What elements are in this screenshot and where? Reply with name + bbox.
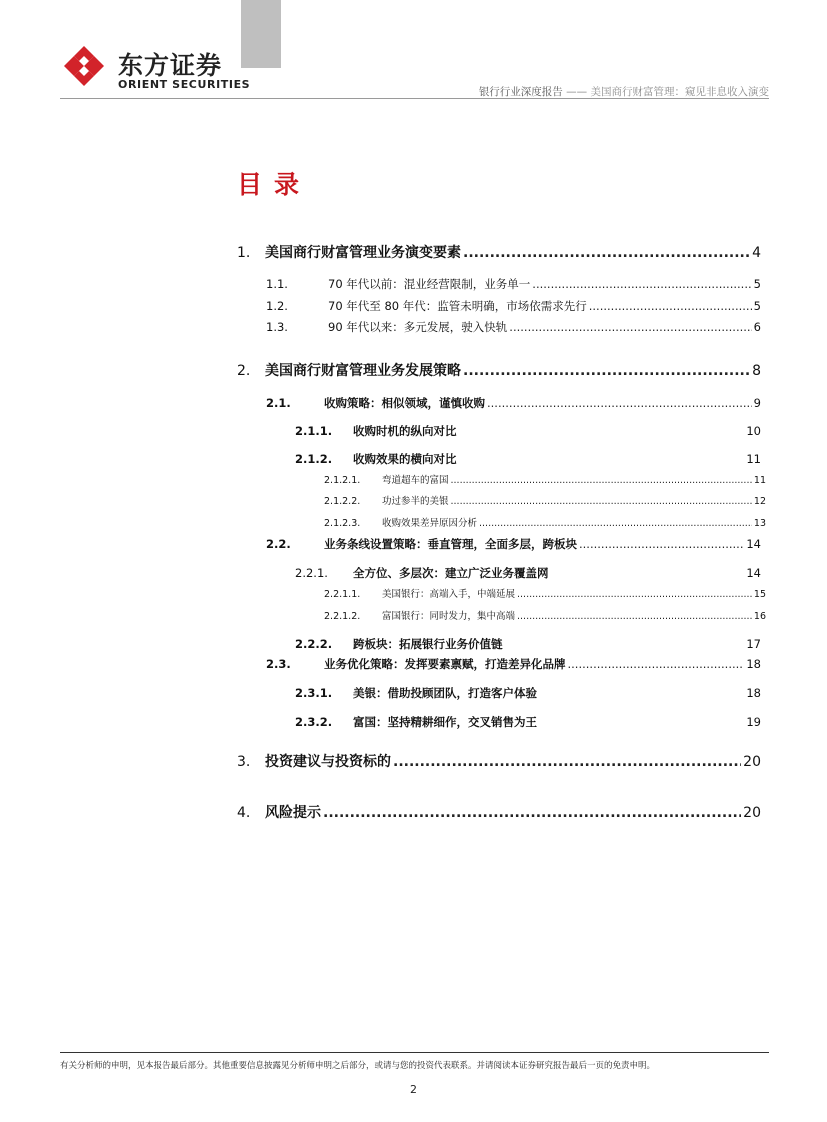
toc-entry-2-2-2[interactable]: [295, 636, 761, 652]
toc-leader-dots: [517, 611, 752, 622]
toc-entry-number: 2.3.: [266, 657, 291, 671]
toc-entry-page: 16: [753, 611, 766, 622]
toc-entry-number: 2.1.2.3.: [324, 518, 361, 529]
toc-leader-dots: [532, 277, 751, 291]
toc-entry-4[interactable]: [237, 802, 761, 822]
toc-entry-number: 2.2.2.: [295, 637, 333, 651]
toc-leader-dots: [479, 518, 752, 529]
toc-entry-text: 收购效果的横向对比: [353, 452, 457, 466]
orient-securities-logo-icon: [62, 44, 106, 88]
toc-entry-page: 19: [746, 715, 761, 729]
toc-entry-1-2[interactable]: [266, 298, 761, 314]
toc-entry-number: 2.3.1.: [295, 686, 333, 700]
toc-entry-text: 全方位、多层次：建立广泛业务覆盖网: [353, 566, 549, 580]
toc-entry-text: 弯道超车的富国: [382, 475, 449, 486]
toc-leader-dots: [451, 496, 752, 507]
toc-entry-page: 10: [746, 424, 761, 438]
toc-entry-text: 功过参半的美银: [382, 496, 449, 507]
toc-entry-page: 6: [753, 320, 761, 334]
toc-entry-2-1-2[interactable]: [295, 451, 761, 467]
toc-entry-page: 20: [743, 754, 761, 770]
toc-entry-page: 15: [753, 589, 766, 600]
toc-entry-number: 2.1.2.: [295, 452, 333, 466]
toc-leader-dots: [323, 805, 741, 821]
toc-leader-dots: [393, 754, 741, 770]
toc-entry-page: 14: [746, 537, 761, 551]
toc-entry-number: 2.: [237, 363, 251, 379]
toc-entry-page: 11: [753, 475, 766, 486]
toc-entry-number: 1.2.: [266, 299, 288, 313]
toc-entry-number: 1.3.: [266, 320, 288, 334]
toc-leader-dots: [568, 657, 745, 671]
toc-entry-text: 跨板块：拓展银行业务价值链: [353, 637, 503, 651]
company-name-en: ORIENT SECURITIES: [118, 78, 251, 91]
toc-entry-page: 9: [753, 396, 761, 410]
toc-entry-2-2-1-2[interactable]: [324, 608, 766, 622]
toc-entry-1-1[interactable]: [266, 276, 761, 292]
toc-entry-text: 70 年代以前：混业经营限制，业务单一: [328, 277, 531, 291]
toc-entry-number: 2.1.: [266, 396, 291, 410]
footer-disclaimer: 有关分析师的申明，见本报告最后部分。其他重要信息披露见分析师申明之后部分，或请与您的投资代表联系。并请阅读本证券研究报告最后一页的免责申明。: [60, 1061, 656, 1071]
toc-entry-2-3[interactable]: [266, 656, 761, 672]
toc-entry-2[interactable]: [237, 360, 761, 380]
toc-entry-number: 1.1.: [266, 277, 288, 291]
header-gray-tab: [241, 0, 281, 68]
toc-entry-text: 美国银行：高端入手，中端延展: [382, 589, 516, 600]
toc-entry-number: 3.: [237, 754, 251, 770]
toc-entry-2-2[interactable]: [266, 536, 761, 552]
company-name-cn: 东方证券: [118, 51, 223, 80]
toc-entry-page: 20: [743, 805, 761, 821]
toc-entry-text: 富国银行：同时发力，集中高端: [382, 611, 516, 622]
toc-entry-2-3-2[interactable]: [295, 714, 761, 730]
page-number: 2: [410, 1083, 417, 1096]
toc-title: 目录: [237, 170, 312, 199]
toc-entry-2-3-1[interactable]: [295, 685, 761, 701]
toc-entry-2-1[interactable]: [266, 395, 761, 411]
toc-entry-page: 5: [753, 299, 761, 313]
toc-entry-1-3[interactable]: [266, 319, 761, 335]
toc-entry-page: 5: [753, 277, 761, 291]
toc-entry-text: 90 年代以来：多元发展，驶入快轨: [328, 320, 508, 334]
toc-entry-number: 2.1.2.2.: [324, 496, 361, 507]
toc-entry-page: 11: [746, 452, 761, 466]
toc-entry-number: 4.: [237, 805, 251, 821]
toc-entry-2-2-1[interactable]: [295, 565, 761, 581]
toc-leader-dots: [517, 589, 752, 600]
toc-entry-2-2-1-1[interactable]: [324, 586, 766, 600]
toc-leader-dots: [463, 363, 750, 379]
toc-entry-2-1-2-1[interactable]: [324, 472, 766, 486]
toc-entry-2-1-1[interactable]: [295, 423, 761, 439]
toc-entry-text: 美国商行财富管理业务发展策略: [265, 363, 461, 379]
toc-entry-number: 2.1.2.1.: [324, 475, 361, 486]
toc-entry-page: 12: [753, 496, 766, 507]
footer-divider: [60, 1052, 769, 1053]
toc-entry-2-1-2-2[interactable]: [324, 493, 766, 507]
toc-entry-2-1-2-3[interactable]: [324, 515, 766, 529]
toc-leader-dots: [487, 396, 752, 410]
report-title: 美国商行财富管理：窥见非息收入演变: [590, 86, 769, 98]
toc-entry-page: 18: [746, 657, 761, 671]
toc-leader-dots: [579, 537, 744, 551]
toc-entry-number: 2.2.1.: [295, 566, 328, 580]
toc-entry-number: 1.: [237, 245, 251, 261]
toc-entry-text: 70 年代至 80 年代：监管未明确，市场依需求先行: [328, 299, 587, 313]
toc-entry-1[interactable]: [237, 242, 761, 262]
toc-entry-text: 收购策略：相似领域，谨慎收购: [324, 396, 485, 410]
toc-entry-page: 8: [752, 363, 761, 379]
toc-entry-page: 17: [746, 637, 761, 651]
toc-entry-number: 2.2.1.2.: [324, 611, 361, 622]
toc-entry-text: 业务优化策略：发挥要素禀赋，打造差异化品牌: [324, 657, 566, 671]
toc-entry-page: 14: [746, 566, 761, 580]
toc-entry-text: 美银：借助投顾团队，打造客户体验: [353, 686, 537, 700]
toc-entry-text: 收购时机的纵向对比: [353, 424, 457, 438]
toc-entry-text: 投资建议与投资标的: [265, 754, 391, 770]
toc-entry-3[interactable]: [237, 751, 761, 771]
header-separator: ——: [566, 86, 588, 98]
toc-entry-number: 2.2.1.1.: [324, 589, 361, 600]
toc-entry-text: 风险提示: [265, 805, 321, 821]
header-report-info: [479, 84, 769, 99]
toc-entry-text: 业务条线设置策略：垂直管理，全面多层，跨板块: [324, 537, 577, 551]
toc-entry-text: 美国商行财富管理业务演变要素: [265, 245, 461, 261]
toc-entry-page: 13: [753, 518, 766, 529]
toc-entry-text: 收购效果差异原因分析: [382, 518, 478, 529]
toc-entry-number: 2.3.2.: [295, 715, 333, 729]
toc-entry-page: 4: [752, 245, 761, 261]
toc-entry-text: 富国：坚持精耕细作，交叉销售为王: [353, 715, 537, 729]
toc-leader-dots: [451, 475, 752, 486]
toc-leader-dots: [463, 245, 750, 261]
toc-leader-dots: [589, 299, 752, 313]
toc-entry-number: 2.2.: [266, 537, 291, 551]
toc-entry-page: 18: [746, 686, 761, 700]
header-divider: [60, 98, 769, 99]
report-type: 银行行业深度报告: [478, 86, 563, 98]
toc-entry-number: 2.1.1.: [295, 424, 333, 438]
toc-leader-dots: [509, 320, 751, 334]
